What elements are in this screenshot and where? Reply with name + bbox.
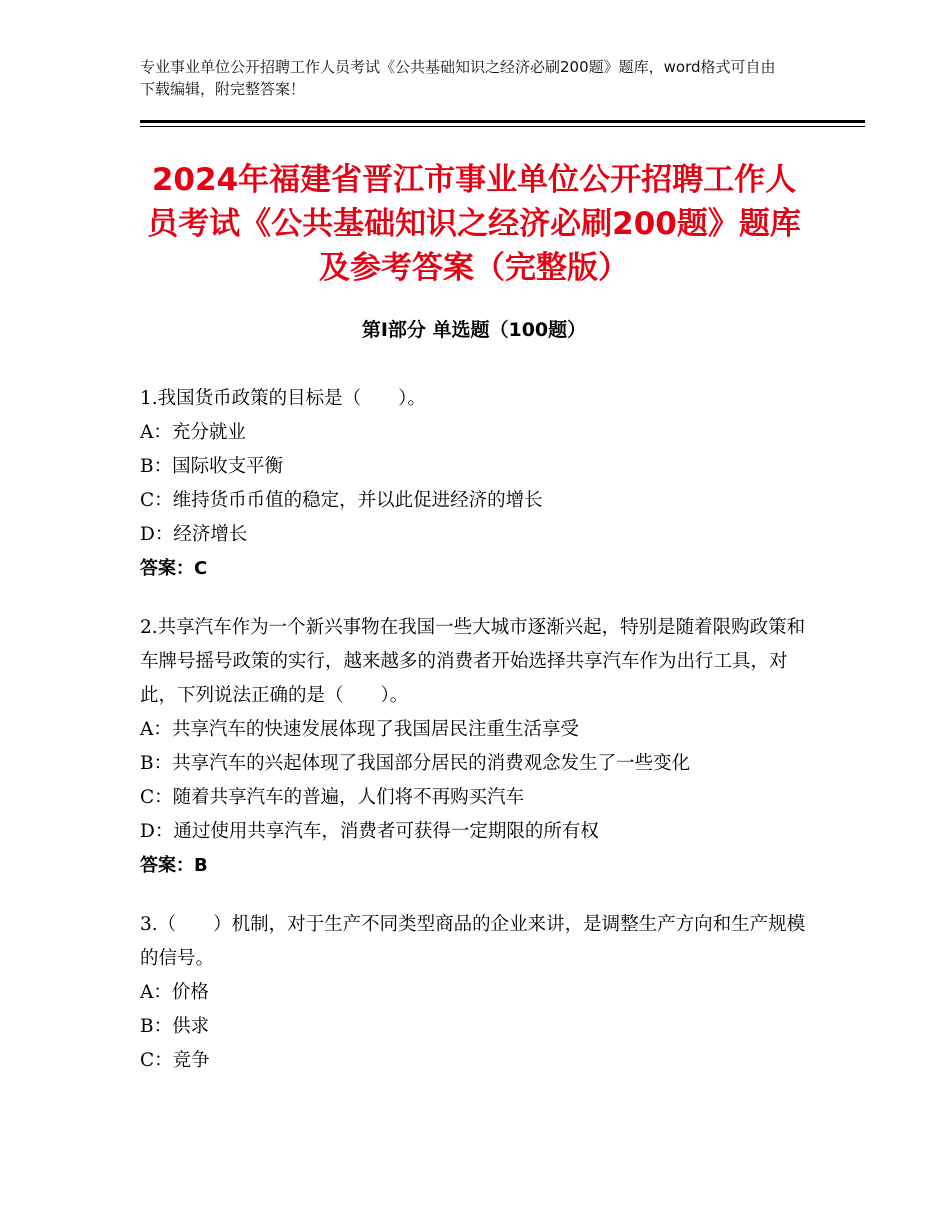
- part-heading: 第Ⅰ部分 单选题（100题）: [361, 319, 587, 341]
- question-stem: 3.（ ）机制，对于生产不同类型商品的企业来讲，是调整生产方向和生产规模的信号。: [140, 914, 806, 969]
- document-title: 2024年福建省晋江市事业单位公开招聘工作人员考试《公共基础知识之经济必刷200题》题库及参考答案（完整版）: [147, 162, 801, 286]
- option-c: C：随着共享汽车的普遍，人们将不再购买汽车: [140, 787, 525, 808]
- option-a: A：充分就业: [140, 422, 246, 443]
- option-d: D：通过使用共享汽车，消费者可获得一定期限的所有权: [140, 821, 599, 842]
- option-b: B：供求: [140, 1016, 210, 1037]
- question-stem: 1.我国货币政策的目标是（ ）。: [140, 388, 426, 409]
- option-c: C：竞争: [140, 1050, 210, 1071]
- question-list: [140, 382, 808, 1103]
- question-3: [140, 908, 808, 1078]
- option-a: A：价格: [140, 982, 209, 1003]
- header-rule-thick: [140, 120, 865, 123]
- answer-key: 答案：B: [140, 855, 208, 876]
- header-rule-thin: [140, 126, 865, 127]
- question-1: [140, 382, 808, 586]
- option-c: C：维持货币币值的稳定，并以此促进经济的增长: [140, 490, 543, 511]
- option-d: D：经济增长: [140, 524, 248, 545]
- question-stem: 2.共享汽车作为一个新兴事物在我国一些大城市逐渐兴起，特别是随着限购政策和车牌号摇号政策的实行，越来越多的消费者开始选择共享汽车作为出行工具，对此，下列说法正确的是（ ）。: [140, 617, 806, 706]
- option-a: A：共享汽车的快速发展体现了我国居民注重生活享受: [140, 719, 579, 740]
- document-header-note: 专业事业单位公开招聘工作人员考试《公共基础知识之经济必刷200题》题库，word格式可自由下载编辑，附完整答案！: [140, 58, 776, 98]
- option-b: B：国际收支平衡: [140, 456, 284, 477]
- question-2: [140, 611, 808, 883]
- option-b: B：共享汽车的兴起体现了我国部分居民的消费观念发生了一些变化: [140, 753, 691, 774]
- answer-key: 答案：C: [140, 558, 208, 579]
